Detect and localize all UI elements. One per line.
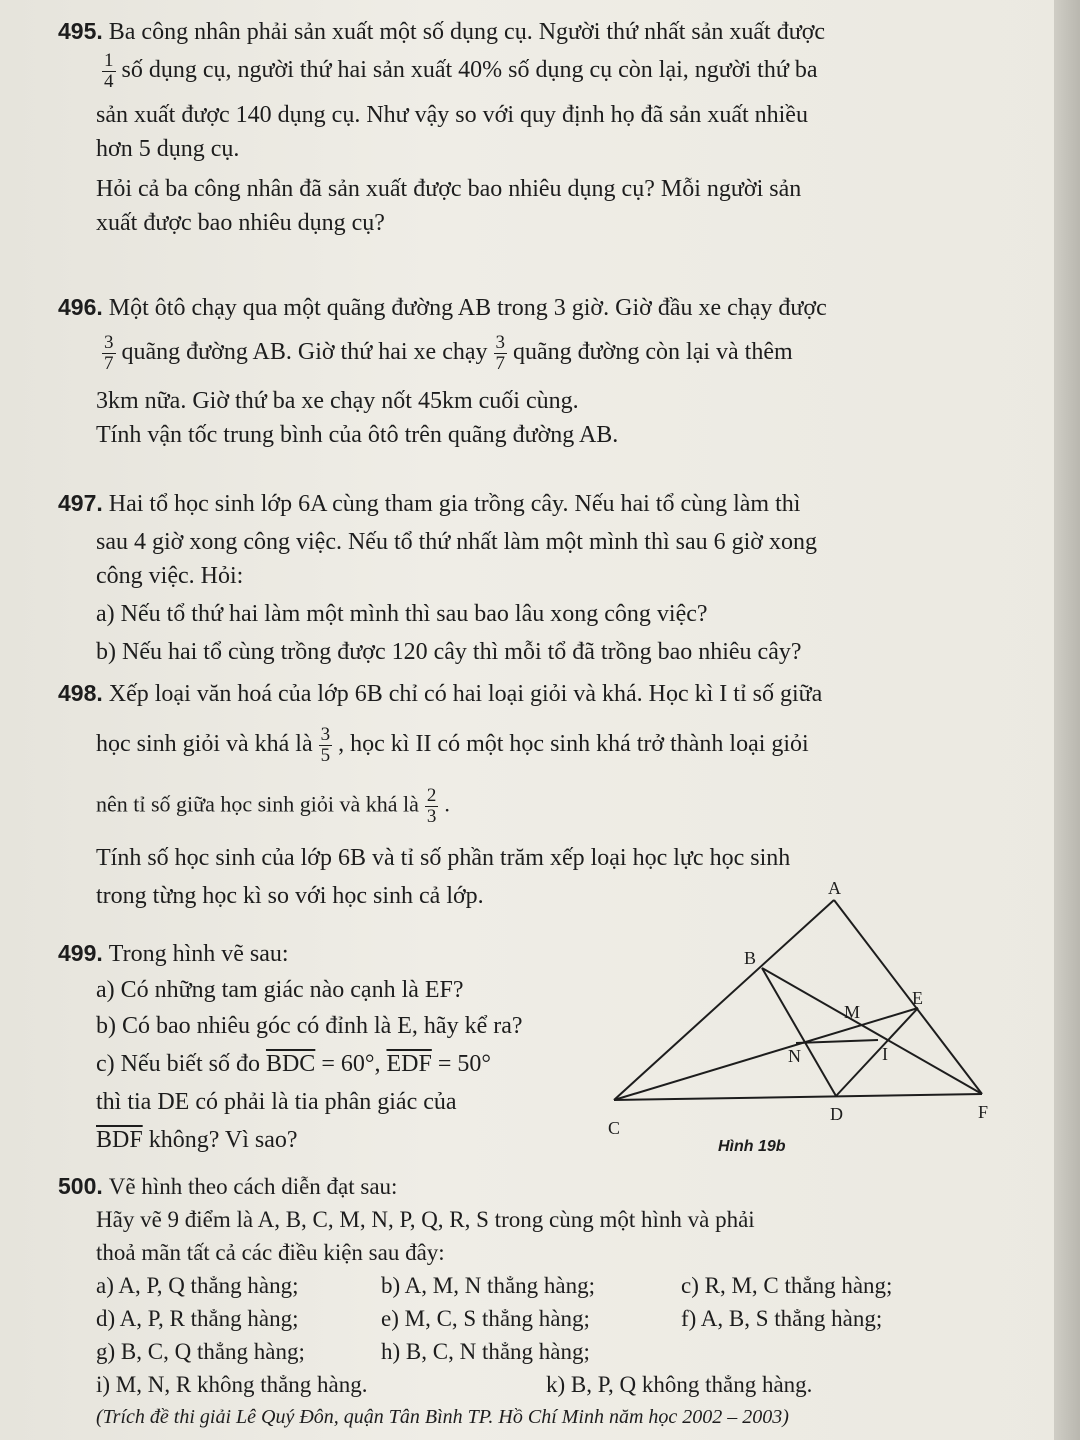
problem-number: 495. bbox=[58, 18, 103, 44]
text-line: 3km nữa. Giờ thứ ba xe chạy nốt 45km cuối cùng. bbox=[96, 388, 579, 414]
figure-19b bbox=[600, 880, 1020, 1140]
problem-495 bbox=[58, 14, 1018, 240]
problem-number: 499. bbox=[58, 940, 103, 966]
denominator: 3 bbox=[426, 806, 437, 827]
fraction bbox=[319, 725, 333, 766]
text-line: a) Có những tam giác nào cạnh là EF? bbox=[96, 977, 464, 1003]
label-a: A bbox=[828, 880, 841, 898]
text-line: Hai tổ học sinh lớp 6A cùng tham gia trồng cây. Nếu hai tổ cùng làm thì bbox=[108, 491, 801, 517]
denominator: 5 bbox=[320, 745, 331, 766]
text-line: Tính số học sinh của lớp 6B và tỉ số phần trăm xếp loại học lực học sinh bbox=[96, 845, 791, 871]
problem-500 bbox=[58, 1170, 1018, 1434]
text-segment: quãng đường AB. Giờ thứ hai xe chạy bbox=[121, 339, 488, 366]
text-line: a) Nếu tổ thứ hai làm một mình thì sau bao lâu xong công việc? bbox=[96, 601, 708, 627]
fraction bbox=[494, 333, 508, 374]
text-line: Trong hình vẽ sau: bbox=[108, 941, 289, 967]
condition-g: g) B, C, Q thẳng hàng; bbox=[96, 1339, 305, 1364]
segment-ce bbox=[614, 1008, 918, 1100]
condition-b: b) A, M, N thẳng hàng; bbox=[381, 1273, 596, 1298]
label-n: N bbox=[788, 1046, 801, 1066]
numerator: 1 bbox=[104, 50, 114, 71]
denominator: 7 bbox=[495, 353, 506, 374]
numerator: 3 bbox=[320, 724, 331, 745]
condition-f: f) A, B, S thẳng hàng; bbox=[681, 1306, 883, 1331]
problem-497 bbox=[58, 486, 1018, 669]
text-line: sau 4 giờ xong công việc. Nếu tổ thứ nhất làm một mình thì sau 6 giờ xong bbox=[96, 529, 817, 555]
text-line: Xếp loại văn hoá của lớp 6B chỉ có hai loại giỏi và khá. Học kì I tỉ số giữa bbox=[108, 681, 823, 707]
text-segment: không? Vì sao? bbox=[148, 1127, 298, 1153]
condition-row bbox=[58, 1335, 1018, 1368]
label-m: M bbox=[844, 1002, 861, 1022]
denominator: 4 bbox=[104, 71, 114, 92]
source-note: (Trích đề thi giải Lê Quý Đôn, quận Tân Bình TP. Hồ Chí Minh năm học 2002 – 2003) bbox=[96, 1406, 789, 1428]
text-line: công việc. Hỏi: bbox=[96, 563, 244, 589]
problem-496 bbox=[58, 290, 1018, 452]
text-line: Một ôtô chạy qua một quãng đường AB trong 3 giờ. Giờ đầu xe chạy được bbox=[108, 295, 827, 321]
problem-number: 497. bbox=[58, 490, 103, 516]
text-segment: c) Nếu biết số đo bbox=[96, 1051, 260, 1077]
text-segment: . bbox=[444, 791, 450, 817]
numerator: 3 bbox=[495, 332, 506, 353]
text-line: Tính vận tốc trung bình của ôtô trên quãng đường AB. bbox=[96, 422, 619, 448]
text-line: Vẽ hình theo cách diễn đạt sau: bbox=[108, 1174, 398, 1199]
text-segment: quãng đường còn lại và thêm bbox=[513, 339, 793, 366]
text-line: thoả mãn tất cả các điều kiện sau đây: bbox=[96, 1240, 445, 1265]
text-segment: = 50° bbox=[437, 1051, 491, 1077]
text-line: Hỏi cả ba công nhân đã sản xuất được bao nhiêu dụng cụ? Mỗi người sản bbox=[96, 176, 802, 202]
text-line: trong từng học kì so với học sinh cả lớp. bbox=[96, 883, 484, 909]
text-segment: = 60°, bbox=[321, 1051, 381, 1077]
label-b: B bbox=[744, 948, 757, 968]
text-line: số dụng cụ, người thứ hai sản xuất 40% số dụng cụ còn lại, người thứ ba bbox=[121, 57, 818, 84]
label-e: E bbox=[912, 988, 923, 1008]
denominator: 7 bbox=[104, 353, 114, 374]
condition-h: h) B, C, N thẳng hàng; bbox=[381, 1339, 590, 1364]
page-edge bbox=[1054, 0, 1080, 1440]
segment-cf bbox=[614, 1094, 982, 1100]
segment-bf bbox=[762, 968, 982, 1094]
text-segment: học sinh giỏi và khá là bbox=[96, 731, 313, 758]
segment-ac bbox=[614, 900, 834, 1100]
condition-a: a) A, P, Q thẳng hàng; bbox=[96, 1273, 299, 1298]
segment-af bbox=[834, 900, 982, 1094]
condition-e: e) M, C, S thẳng hàng; bbox=[381, 1306, 590, 1331]
condition-row bbox=[58, 1269, 1018, 1302]
label-i: I bbox=[882, 1044, 888, 1064]
text-line: xuất được bao nhiêu dụng cụ? bbox=[96, 210, 385, 236]
angle-bdf: $\overline{BDF}$ bbox=[96, 1127, 143, 1153]
problem-498 bbox=[58, 676, 1018, 913]
problem-number: 500. bbox=[58, 1173, 103, 1199]
condition-row bbox=[58, 1302, 1018, 1335]
numerator: 3 bbox=[104, 332, 114, 353]
label-c: C bbox=[608, 1118, 621, 1138]
condition-row bbox=[58, 1368, 1018, 1401]
condition-k: k) B, P, Q không thẳng hàng. bbox=[546, 1372, 813, 1397]
text-line: b) Có bao nhiêu góc có đỉnh là E, hãy kể ra? bbox=[96, 1013, 523, 1039]
text-segment: , học kì II có một học sinh khá trở thành loại giỏi bbox=[338, 731, 809, 758]
label-d: D bbox=[830, 1104, 843, 1124]
angle-bdc: $\overline{BDC}$ bbox=[265, 1051, 316, 1077]
angle-edf: $\overline{EDF}$ bbox=[386, 1051, 432, 1077]
text-line: sản xuất được 140 dụng cụ. Như vậy so với quy định họ đã sản xuất nhiều bbox=[96, 102, 808, 128]
fraction bbox=[102, 333, 116, 374]
fraction bbox=[425, 786, 439, 827]
text-line: hơn 5 dụng cụ. bbox=[96, 136, 240, 162]
problem-499 bbox=[58, 936, 621, 1157]
label-f: F bbox=[978, 1102, 989, 1122]
condition-i: i) M, N, R không thẳng hàng. bbox=[96, 1372, 368, 1397]
segment-bd bbox=[762, 968, 836, 1096]
numerator: 2 bbox=[426, 785, 437, 806]
text-line: thì tia DE có phải là tia phân giác của bbox=[96, 1089, 457, 1115]
problem-number: 496. bbox=[58, 294, 103, 320]
text-line: b) Nếu hai tổ cùng trồng được 120 cây thì mỗi tổ đã trồng bao nhiêu cây? bbox=[96, 639, 802, 665]
text-segment: nên tỉ số giữa học sinh giỏi và khá là bbox=[96, 791, 419, 817]
problem-number: 498. bbox=[58, 680, 103, 706]
condition-c: c) R, M, C thẳng hàng; bbox=[681, 1273, 893, 1298]
fraction bbox=[102, 51, 116, 92]
figure-caption: Hình 19b bbox=[718, 1138, 786, 1155]
text-line: Hãy vẽ 9 điểm là A, B, C, M, N, P, Q, R, S trong cùng một hình và phải bbox=[96, 1207, 755, 1232]
condition-d: d) A, P, R thẳng hàng; bbox=[96, 1306, 299, 1331]
text-line: Ba công nhân phải sản xuất một số dụng cụ. Người thứ nhất sản xuất được bbox=[108, 19, 826, 45]
